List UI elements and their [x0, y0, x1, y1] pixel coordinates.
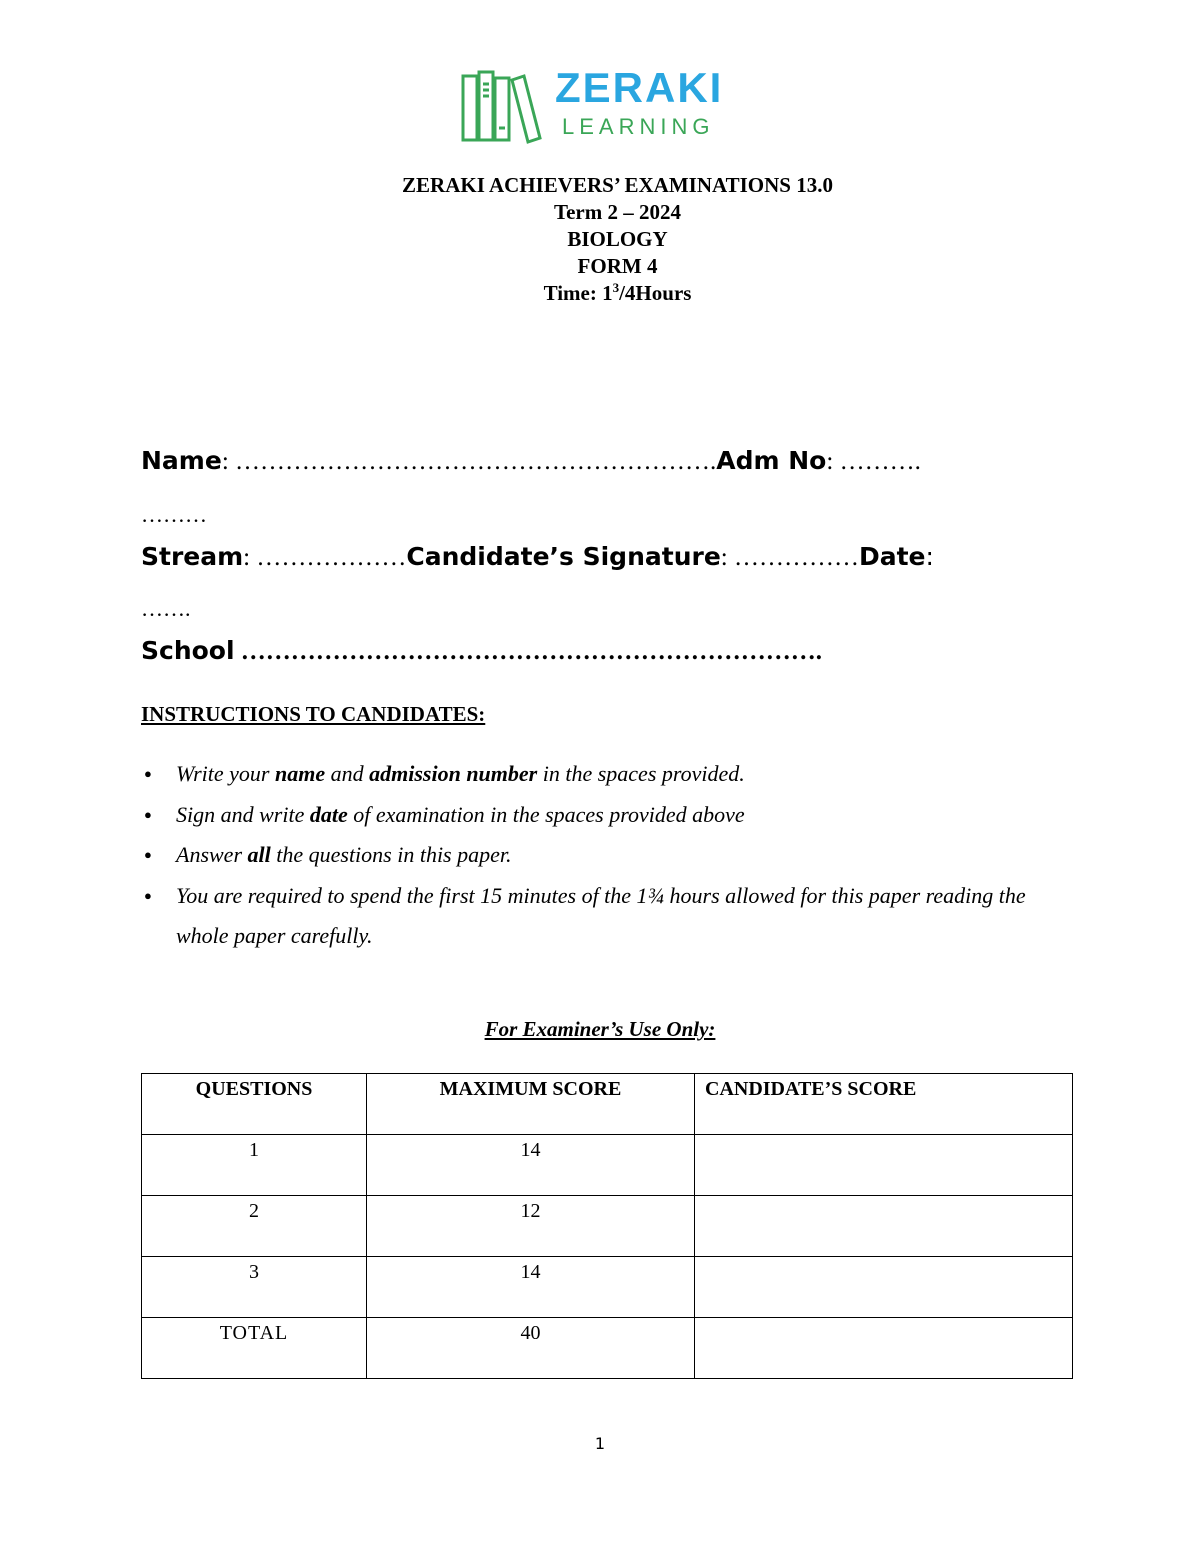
school-line — [141, 636, 822, 666]
logo-text-zeraki: ZERAKI — [555, 64, 724, 111]
total-label: TOTAL — [142, 1318, 367, 1379]
zeraki-logo — [460, 64, 750, 144]
instruction-item: ● You are required to spend the first 15 minutes of the 1¾ hours allowed for this paper reading the whole paper carefully. — [141, 876, 1071, 957]
exam-form: FORM 4 — [577, 254, 658, 278]
logo-text-learning: LEARNING — [562, 114, 715, 139]
name-adm-line — [141, 446, 921, 476]
table-header-row — [142, 1074, 1073, 1135]
adm-field[interactable]: : ………. — [826, 448, 921, 475]
instruction-item: ● Answer all the questions in this paper. — [141, 835, 1071, 876]
question-cell: 2 — [142, 1196, 367, 1257]
question-cell: 1 — [142, 1135, 367, 1196]
score-table — [141, 1073, 1073, 1379]
table-total-row — [142, 1318, 1073, 1379]
instruction-item: ● Sign and write date of examination in the spaces provided above — [141, 795, 1071, 836]
candidate-score-cell[interactable] — [695, 1257, 1073, 1318]
stream-signature-date-line — [141, 542, 934, 572]
candidate-score-cell[interactable] — [695, 1135, 1073, 1196]
school-label: School — [141, 636, 235, 665]
max-score-cell: 14 — [367, 1257, 695, 1318]
table-row — [142, 1196, 1073, 1257]
table-row — [142, 1135, 1073, 1196]
signature-field[interactable]: : …………… — [720, 544, 859, 571]
instructions-heading: INSTRUCTIONS TO CANDIDATES: — [141, 702, 486, 726]
date-colon: : — [925, 542, 934, 571]
header-questions: QUESTIONS — [142, 1074, 367, 1135]
max-score-cell: 12 — [367, 1196, 695, 1257]
candidate-score-cell[interactable] — [695, 1196, 1073, 1257]
question-cell: 3 — [142, 1257, 367, 1318]
examiner-heading: For Examiner’s Use Only: — [484, 1017, 716, 1041]
table-row — [142, 1257, 1073, 1318]
total-candidate-score[interactable] — [695, 1318, 1073, 1379]
books-icon — [460, 68, 550, 144]
exam-header — [0, 172, 1200, 307]
signature-label: Candidate’s Signature — [406, 542, 721, 571]
date-field[interactable]: ……. — [141, 596, 191, 621]
stream-field[interactable]: : ……………… — [243, 544, 407, 571]
name-field[interactable]: : …………………………………………………. — [221, 448, 717, 475]
instructions-list — [141, 754, 1071, 957]
adm-label: Adm No — [716, 446, 827, 475]
total-max-score: 40 — [367, 1318, 695, 1379]
exam-title: ZERAKI ACHIEVERS’ EXAMINATIONS 13.0 — [402, 173, 833, 197]
exam-term: Term 2 – 2024 — [554, 200, 681, 224]
name-label: Name — [141, 446, 222, 475]
stream-label: Stream — [141, 542, 244, 571]
school-field[interactable]: ……………………………………………………………. — [234, 638, 823, 665]
exam-subject: BIOLOGY — [567, 227, 668, 251]
header-max-score: MAXIMUM SCORE — [367, 1074, 695, 1135]
page-number: 1 — [594, 1434, 606, 1453]
max-score-cell: 14 — [367, 1135, 695, 1196]
exam-time: Time: $1^3/4Hours$ — [543, 280, 692, 305]
instruction-item: ● Write your name and admission number in the spaces provided. — [141, 754, 1071, 795]
header-candidate-score: CANDIDATE’S SCORE — [695, 1074, 1073, 1135]
date-label: Date — [858, 542, 926, 571]
adm-field-continuation[interactable]: ……… — [141, 502, 207, 527]
